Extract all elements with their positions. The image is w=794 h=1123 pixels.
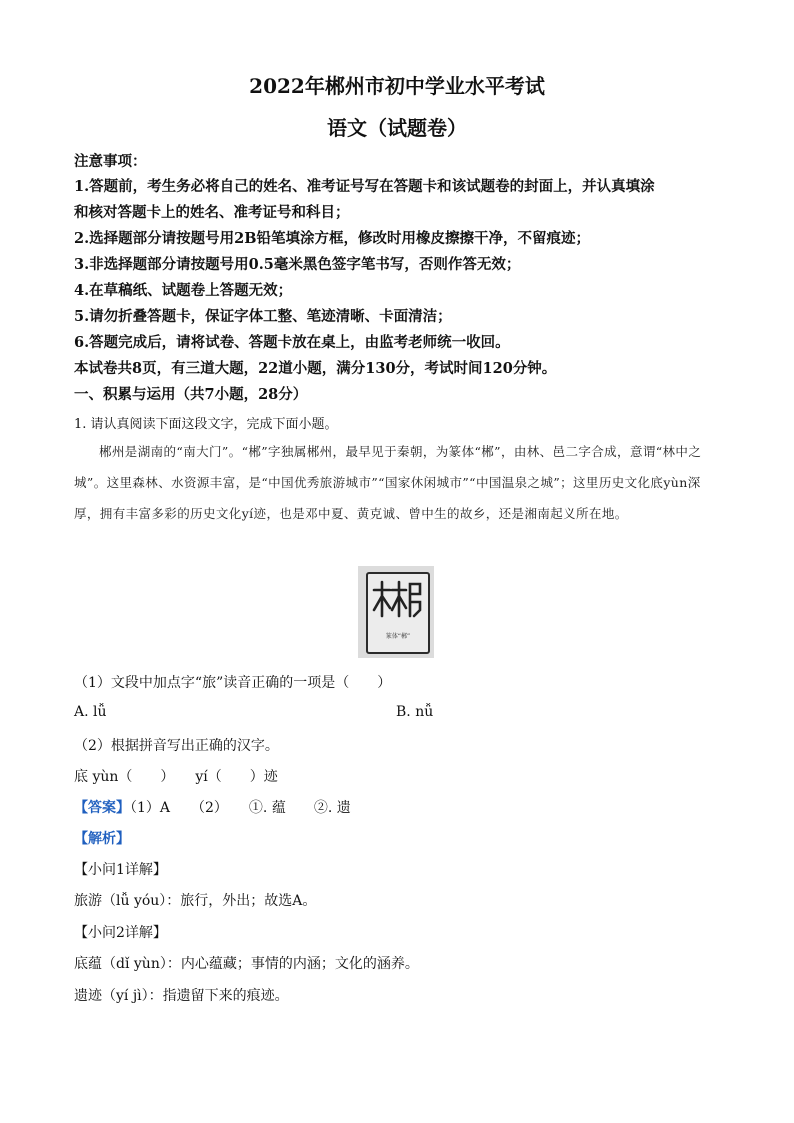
q2-detail-2: 遗迹（yí jì）：指遗留下来的痕迹。 — [74, 988, 289, 1004]
q2-detail-1: 底蕴（dǐ yùn）：内心蕴藏；事情的内涵；文化的涵养。 — [74, 956, 419, 972]
exam-title: 2022年郴州市初中学业水平考试 — [249, 74, 545, 98]
option-b: B. nǚ — [396, 704, 434, 720]
notice-item-3: 3.非选择题部分请按题号用0.5毫米黑色签字笔书写，否则作答无效； — [74, 256, 521, 273]
notice-item-2: 2.选择题部分请按题号用2B铅笔填涂方框，修改时用橡皮擦擦干净，不留痕迹； — [74, 230, 590, 247]
answer-body: （1）A （2） ①. 蕴 ②. 遗 — [130, 800, 351, 816]
q1-detail: 旅游（lǚ yóu）：旅行，外出；故选A。 — [74, 893, 317, 909]
reading-passage: 郴州是湖南的“南大门”。“郴”字独属郴州，最早见于秦朝，为篆体“郴”，由林、邑二字合成，意谓“林中之城”。这里森林、水资源丰富，是“中国优秀旅游城市”“国家休闲城市”“中国温泉之城”；这里历史文化底yùn深厚，拥有丰富多彩的历史文化yí迹，也是邓中夏、黄克诚、曾中生的故乡，还是湘南起义所在地。 — [74, 444, 702, 521]
answer-tag: 【答案】 — [74, 800, 130, 816]
fill-in-line: 底 yùn（ ） yí（ ）迹 — [74, 769, 278, 785]
notice-item-4: 4.在草稿纸、试题卷上答题无效； — [74, 282, 293, 299]
answer-line — [74, 797, 351, 817]
seal-caption: 篆体“郴” — [385, 633, 411, 640]
seal-script-chen-icon — [370, 576, 426, 650]
exam-subtitle: 语文（试题卷） — [327, 116, 467, 140]
q2-detail-tag: 【小问2详解】 — [74, 925, 167, 941]
notice-item-5: 5.请勿折叠答题卡，保证字体工整、笔迹清晰、卡面清洁； — [74, 308, 452, 325]
subquestion-2: （2）根据拼音写出正确的汉字。 — [74, 738, 279, 754]
analysis-tag: 【解析】 — [74, 831, 130, 847]
notice-item-6: 6.答题完成后，请将试卷、答题卡放在桌上，由监考老师统一收回。 — [74, 334, 510, 351]
subquestion-1: （1）文段中加点字“旅”读音正确的一项是（ ） — [74, 675, 392, 691]
q1-detail-tag: 【小问1详解】 — [74, 862, 167, 878]
question-1-prompt: 1. 请认真阅读下面这段文字，完成下面小题。 — [74, 417, 338, 432]
option-a: A. lǚ — [74, 704, 107, 720]
seal-image — [358, 566, 434, 658]
notice-heading: 注意事项： — [74, 153, 147, 170]
notice-item-1b: 和核对答题卡上的姓名、准考证号和科目； — [74, 204, 350, 221]
section-heading: 一、积累与运用（共7小题，28分） — [74, 386, 308, 403]
exam-summary: 本试卷共8页，有三道大题，22道小题，满分130分，考试时间120分钟。 — [74, 360, 557, 377]
notice-item-1a: 1.答题前，考生务必将自己的姓名、准考证号写在答题卡和该试题卷的封面上，并认真填涂 — [74, 178, 655, 195]
